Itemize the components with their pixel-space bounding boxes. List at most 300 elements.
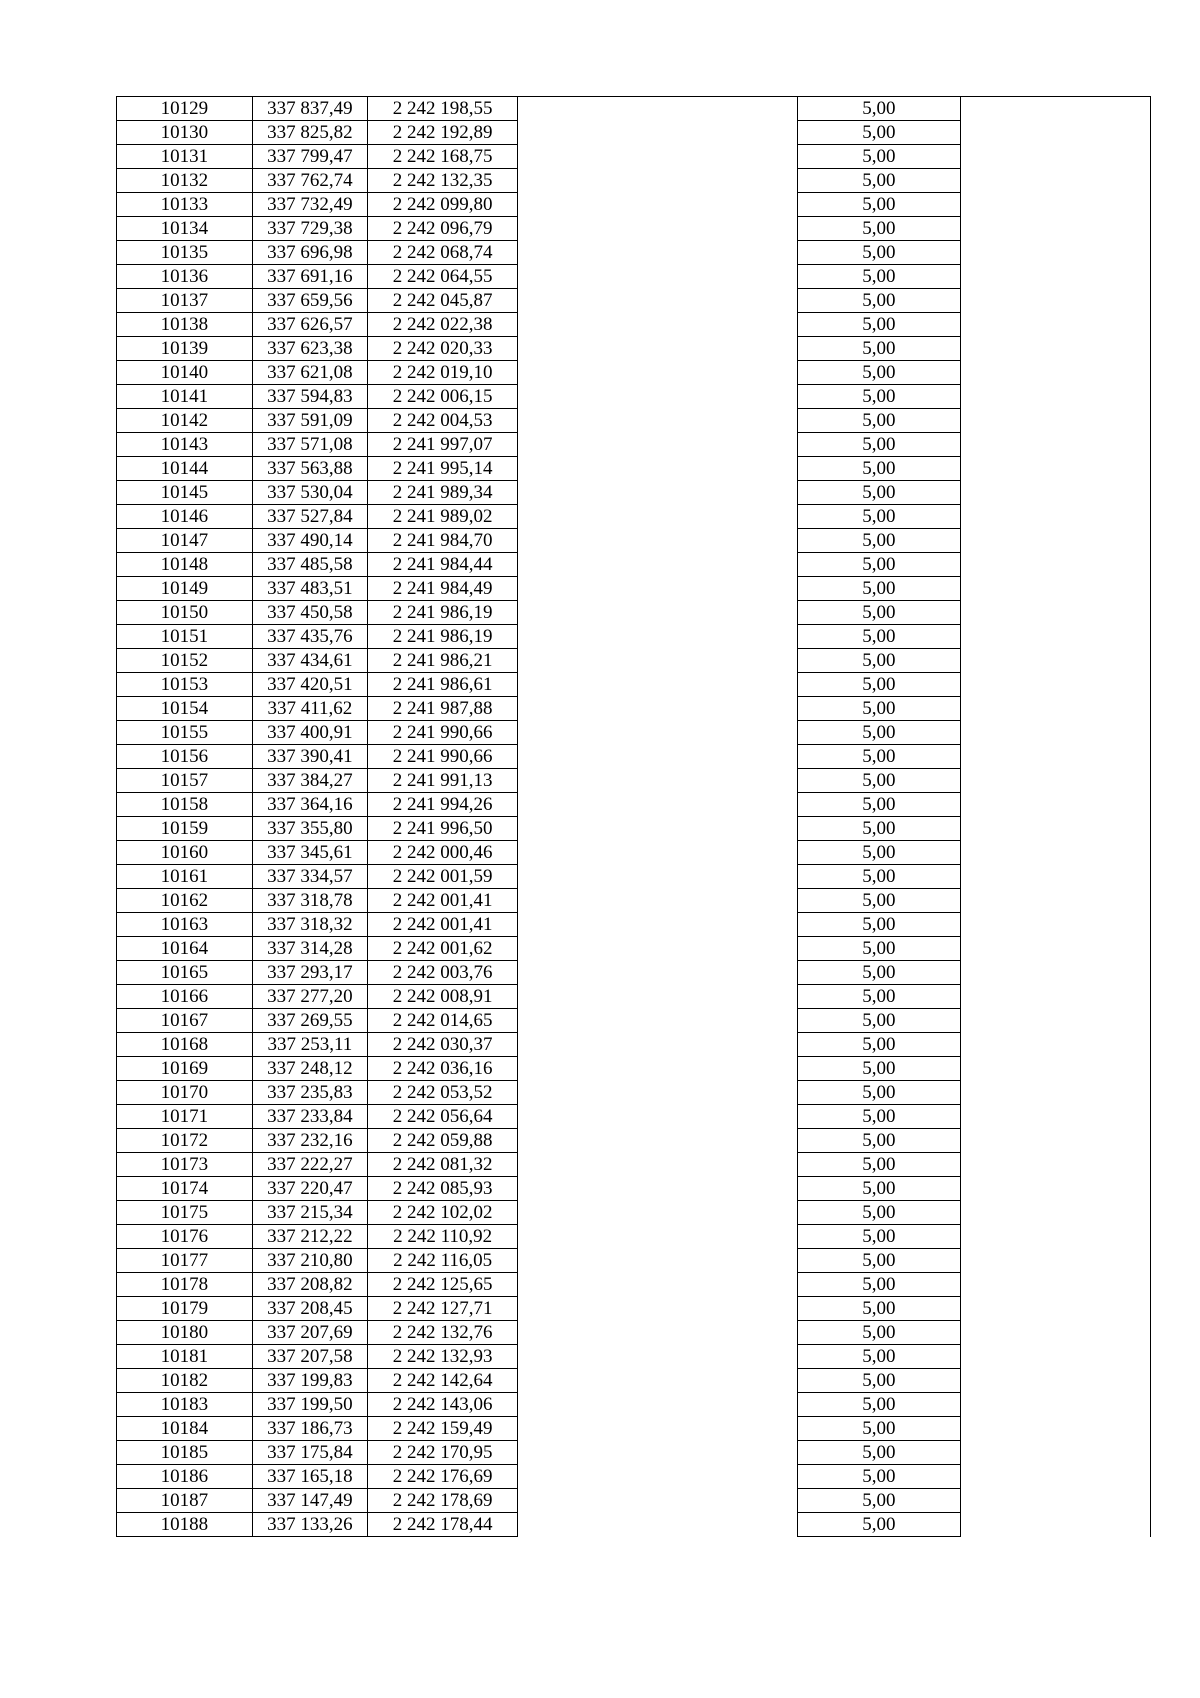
x-coordinate-cell: 337 210,80 <box>252 1249 367 1273</box>
x-coordinate-cell: 337 314,28 <box>252 937 367 961</box>
value-cell: 5,00 <box>798 1057 961 1081</box>
y-coordinate-cell: 2 242 030,37 <box>368 1033 518 1057</box>
y-coordinate-cell: 2 242 102,02 <box>368 1201 518 1225</box>
empty-cell <box>518 241 798 265</box>
x-coordinate-cell: 337 825,82 <box>252 121 367 145</box>
empty-cell <box>960 505 1150 529</box>
x-coordinate-cell: 337 208,45 <box>252 1297 367 1321</box>
point-number-cell: 10145 <box>117 481 253 505</box>
value-cell: 5,00 <box>798 121 961 145</box>
empty-cell <box>518 121 798 145</box>
value-cell: 5,00 <box>798 385 961 409</box>
value-cell: 5,00 <box>798 1081 961 1105</box>
table-row <box>117 601 1151 625</box>
point-number-cell: 10142 <box>117 409 253 433</box>
value-cell: 5,00 <box>798 745 961 769</box>
empty-cell <box>960 1297 1150 1321</box>
empty-cell <box>960 241 1150 265</box>
table-row <box>117 1297 1151 1321</box>
table-row <box>117 577 1151 601</box>
y-coordinate-cell: 2 241 997,07 <box>368 433 518 457</box>
y-coordinate-cell: 2 242 099,80 <box>368 193 518 217</box>
point-number-cell: 10162 <box>117 889 253 913</box>
point-number-cell: 10171 <box>117 1105 253 1129</box>
x-coordinate-cell: 337 732,49 <box>252 193 367 217</box>
point-number-cell: 10141 <box>117 385 253 409</box>
point-number-cell: 10133 <box>117 193 253 217</box>
point-number-cell: 10147 <box>117 529 253 553</box>
value-cell: 5,00 <box>798 1177 961 1201</box>
empty-cell <box>960 1105 1150 1129</box>
empty-cell <box>518 1009 798 1033</box>
empty-cell <box>518 361 798 385</box>
point-number-cell: 10173 <box>117 1153 253 1177</box>
point-number-cell: 10149 <box>117 577 253 601</box>
empty-cell <box>518 1153 798 1177</box>
empty-cell <box>960 361 1150 385</box>
x-coordinate-cell: 337 623,38 <box>252 337 367 361</box>
x-coordinate-cell: 337 571,08 <box>252 433 367 457</box>
value-cell: 5,00 <box>798 97 961 121</box>
y-coordinate-cell: 2 241 994,26 <box>368 793 518 817</box>
empty-cell <box>518 409 798 433</box>
empty-cell <box>960 337 1150 361</box>
table-row <box>117 1345 1151 1369</box>
table-row <box>117 769 1151 793</box>
point-number-cell: 10153 <box>117 673 253 697</box>
point-number-cell: 10135 <box>117 241 253 265</box>
table-row <box>117 817 1151 841</box>
value-cell: 5,00 <box>798 265 961 289</box>
empty-cell <box>518 865 798 889</box>
x-coordinate-cell: 337 199,50 <box>252 1393 367 1417</box>
empty-cell <box>960 841 1150 865</box>
empty-cell <box>960 1129 1150 1153</box>
point-number-cell: 10150 <box>117 601 253 625</box>
empty-cell <box>518 1417 798 1441</box>
table-row <box>117 529 1151 553</box>
x-coordinate-cell: 337 434,61 <box>252 649 367 673</box>
x-coordinate-cell: 337 222,27 <box>252 1153 367 1177</box>
empty-cell <box>960 1177 1150 1201</box>
coordinates-table <box>116 96 1151 1537</box>
table-row <box>117 481 1151 505</box>
value-cell: 5,00 <box>798 961 961 985</box>
empty-cell <box>960 1321 1150 1345</box>
x-coordinate-cell: 337 591,09 <box>252 409 367 433</box>
empty-cell <box>960 1273 1150 1297</box>
y-coordinate-cell: 2 241 991,13 <box>368 769 518 793</box>
table-row <box>117 457 1151 481</box>
point-number-cell: 10166 <box>117 985 253 1009</box>
value-cell: 5,00 <box>798 241 961 265</box>
table-row <box>117 505 1151 529</box>
table-row <box>117 265 1151 289</box>
value-cell: 5,00 <box>798 889 961 913</box>
empty-cell <box>518 1393 798 1417</box>
x-coordinate-cell: 337 248,12 <box>252 1057 367 1081</box>
value-cell: 5,00 <box>798 505 961 529</box>
empty-cell <box>960 409 1150 433</box>
empty-cell <box>960 649 1150 673</box>
y-coordinate-cell: 2 241 995,14 <box>368 457 518 481</box>
empty-cell <box>960 289 1150 313</box>
value-cell: 5,00 <box>798 337 961 361</box>
y-coordinate-cell: 2 242 127,71 <box>368 1297 518 1321</box>
y-coordinate-cell: 2 242 014,65 <box>368 1009 518 1033</box>
table-row <box>117 241 1151 265</box>
x-coordinate-cell: 337 208,82 <box>252 1273 367 1297</box>
table-row <box>117 1057 1151 1081</box>
empty-cell <box>518 601 798 625</box>
table-row <box>117 217 1151 241</box>
empty-cell <box>518 97 798 121</box>
x-coordinate-cell: 337 411,62 <box>252 697 367 721</box>
x-coordinate-cell: 337 355,80 <box>252 817 367 841</box>
empty-cell <box>960 1153 1150 1177</box>
y-coordinate-cell: 2 241 984,70 <box>368 529 518 553</box>
point-number-cell: 10161 <box>117 865 253 889</box>
empty-cell <box>960 937 1150 961</box>
point-number-cell: 10146 <box>117 505 253 529</box>
point-number-cell: 10185 <box>117 1441 253 1465</box>
empty-cell <box>960 193 1150 217</box>
x-coordinate-cell: 337 762,74 <box>252 169 367 193</box>
x-coordinate-cell: 337 527,84 <box>252 505 367 529</box>
y-coordinate-cell: 2 242 125,65 <box>368 1273 518 1297</box>
point-number-cell: 10152 <box>117 649 253 673</box>
y-coordinate-cell: 2 242 001,41 <box>368 889 518 913</box>
x-coordinate-cell: 337 384,27 <box>252 769 367 793</box>
empty-cell <box>960 1033 1150 1057</box>
empty-cell <box>518 289 798 313</box>
value-cell: 5,00 <box>798 145 961 169</box>
y-coordinate-cell: 2 242 001,59 <box>368 865 518 889</box>
empty-cell <box>960 1201 1150 1225</box>
value-cell: 5,00 <box>798 1009 961 1033</box>
point-number-cell: 10134 <box>117 217 253 241</box>
x-coordinate-cell: 337 186,73 <box>252 1417 367 1441</box>
empty-cell <box>518 145 798 169</box>
y-coordinate-cell: 2 242 004,53 <box>368 409 518 433</box>
empty-cell <box>960 745 1150 769</box>
x-coordinate-cell: 337 837,49 <box>252 97 367 121</box>
point-number-cell: 10176 <box>117 1225 253 1249</box>
table-row <box>117 433 1151 457</box>
empty-cell <box>960 793 1150 817</box>
y-coordinate-cell: 2 242 003,76 <box>368 961 518 985</box>
table-row <box>117 721 1151 745</box>
value-cell: 5,00 <box>798 481 961 505</box>
empty-cell <box>518 481 798 505</box>
table-row <box>117 961 1151 985</box>
y-coordinate-cell: 2 241 986,19 <box>368 601 518 625</box>
point-number-cell: 10174 <box>117 1177 253 1201</box>
y-coordinate-cell: 2 241 984,44 <box>368 553 518 577</box>
table-row <box>117 553 1151 577</box>
empty-cell <box>518 217 798 241</box>
table-row <box>117 1177 1151 1201</box>
table-row <box>117 361 1151 385</box>
table-row <box>117 169 1151 193</box>
empty-cell <box>960 529 1150 553</box>
x-coordinate-cell: 337 390,41 <box>252 745 367 769</box>
table-row <box>117 1129 1151 1153</box>
table-row <box>117 1417 1151 1441</box>
x-coordinate-cell: 337 799,47 <box>252 145 367 169</box>
table-row <box>117 625 1151 649</box>
empty-cell <box>518 1297 798 1321</box>
table-row <box>117 1081 1151 1105</box>
empty-cell <box>960 145 1150 169</box>
table-row <box>117 841 1151 865</box>
y-coordinate-cell: 2 242 096,79 <box>368 217 518 241</box>
empty-cell <box>518 889 798 913</box>
x-coordinate-cell: 337 490,14 <box>252 529 367 553</box>
empty-cell <box>518 1489 798 1513</box>
value-cell: 5,00 <box>798 193 961 217</box>
x-coordinate-cell: 337 345,61 <box>252 841 367 865</box>
empty-cell <box>518 265 798 289</box>
x-coordinate-cell: 337 293,17 <box>252 961 367 985</box>
x-coordinate-cell: 337 621,08 <box>252 361 367 385</box>
point-number-cell: 10160 <box>117 841 253 865</box>
value-cell: 5,00 <box>798 817 961 841</box>
table-row <box>117 1513 1151 1537</box>
empty-cell <box>960 865 1150 889</box>
x-coordinate-cell: 337 435,76 <box>252 625 367 649</box>
x-coordinate-cell: 337 334,57 <box>252 865 367 889</box>
point-number-cell: 10168 <box>117 1033 253 1057</box>
y-coordinate-cell: 2 242 001,62 <box>368 937 518 961</box>
empty-cell <box>960 217 1150 241</box>
coordinates-table-body <box>117 97 1151 1537</box>
point-number-cell: 10139 <box>117 337 253 361</box>
y-coordinate-cell: 2 241 986,61 <box>368 673 518 697</box>
empty-cell <box>518 625 798 649</box>
table-row <box>117 865 1151 889</box>
empty-cell <box>518 913 798 937</box>
empty-cell <box>960 625 1150 649</box>
empty-cell <box>960 889 1150 913</box>
value-cell: 5,00 <box>798 697 961 721</box>
point-number-cell: 10169 <box>117 1057 253 1081</box>
empty-cell <box>518 193 798 217</box>
empty-cell <box>960 985 1150 1009</box>
table-row <box>117 913 1151 937</box>
x-coordinate-cell: 337 269,55 <box>252 1009 367 1033</box>
table-row <box>117 289 1151 313</box>
y-coordinate-cell: 2 242 132,35 <box>368 169 518 193</box>
empty-cell <box>518 745 798 769</box>
value-cell: 5,00 <box>798 769 961 793</box>
table-row <box>117 193 1151 217</box>
x-coordinate-cell: 337 400,91 <box>252 721 367 745</box>
y-coordinate-cell: 2 242 132,93 <box>368 1345 518 1369</box>
x-coordinate-cell: 337 207,58 <box>252 1345 367 1369</box>
point-number-cell: 10170 <box>117 1081 253 1105</box>
x-coordinate-cell: 337 691,16 <box>252 265 367 289</box>
x-coordinate-cell: 337 696,98 <box>252 241 367 265</box>
y-coordinate-cell: 2 242 159,49 <box>368 1417 518 1441</box>
point-number-cell: 10131 <box>117 145 253 169</box>
empty-cell <box>518 1249 798 1273</box>
point-number-cell: 10156 <box>117 745 253 769</box>
table-row <box>117 1201 1151 1225</box>
x-coordinate-cell: 337 199,83 <box>252 1369 367 1393</box>
table-row <box>117 385 1151 409</box>
empty-cell <box>518 985 798 1009</box>
value-cell: 5,00 <box>798 457 961 481</box>
table-row <box>117 673 1151 697</box>
empty-cell <box>960 169 1150 193</box>
empty-cell <box>518 721 798 745</box>
value-cell: 5,00 <box>798 1033 961 1057</box>
x-coordinate-cell: 337 235,83 <box>252 1081 367 1105</box>
point-number-cell: 10144 <box>117 457 253 481</box>
y-coordinate-cell: 2 242 178,69 <box>368 1489 518 1513</box>
x-coordinate-cell: 337 220,47 <box>252 1177 367 1201</box>
empty-cell <box>960 385 1150 409</box>
value-cell: 5,00 <box>798 865 961 889</box>
table-row <box>117 337 1151 361</box>
value-cell: 5,00 <box>798 1321 961 1345</box>
y-coordinate-cell: 2 242 143,06 <box>368 1393 518 1417</box>
empty-cell <box>518 697 798 721</box>
empty-cell <box>960 673 1150 697</box>
y-coordinate-cell: 2 242 001,41 <box>368 913 518 937</box>
point-number-cell: 10179 <box>117 1297 253 1321</box>
empty-cell <box>518 1441 798 1465</box>
value-cell: 5,00 <box>798 841 961 865</box>
value-cell: 5,00 <box>798 793 961 817</box>
y-coordinate-cell: 2 242 178,44 <box>368 1513 518 1537</box>
x-coordinate-cell: 337 318,32 <box>252 913 367 937</box>
table-row <box>117 97 1151 121</box>
x-coordinate-cell: 337 485,58 <box>252 553 367 577</box>
x-coordinate-cell: 337 729,38 <box>252 217 367 241</box>
value-cell: 5,00 <box>798 361 961 385</box>
point-number-cell: 10182 <box>117 1369 253 1393</box>
empty-cell <box>960 721 1150 745</box>
value-cell: 5,00 <box>798 1249 961 1273</box>
x-coordinate-cell: 337 175,84 <box>252 1441 367 1465</box>
table-row <box>117 1033 1151 1057</box>
y-coordinate-cell: 2 241 989,34 <box>368 481 518 505</box>
y-coordinate-cell: 2 242 142,64 <box>368 1369 518 1393</box>
empty-cell <box>960 577 1150 601</box>
x-coordinate-cell: 337 165,18 <box>252 1465 367 1489</box>
y-coordinate-cell: 2 241 990,66 <box>368 721 518 745</box>
point-number-cell: 10129 <box>117 97 253 121</box>
y-coordinate-cell: 2 241 984,49 <box>368 577 518 601</box>
empty-cell <box>518 1201 798 1225</box>
point-number-cell: 10178 <box>117 1273 253 1297</box>
y-coordinate-cell: 2 242 081,32 <box>368 1153 518 1177</box>
y-coordinate-cell: 2 242 176,69 <box>368 1465 518 1489</box>
y-coordinate-cell: 2 241 990,66 <box>368 745 518 769</box>
empty-cell <box>960 817 1150 841</box>
empty-cell <box>518 673 798 697</box>
y-coordinate-cell: 2 242 064,55 <box>368 265 518 289</box>
empty-cell <box>960 697 1150 721</box>
y-coordinate-cell: 2 242 053,52 <box>368 1081 518 1105</box>
empty-cell <box>960 1441 1150 1465</box>
y-coordinate-cell: 2 242 198,55 <box>368 97 518 121</box>
table-row <box>117 985 1151 1009</box>
empty-cell <box>960 1417 1150 1441</box>
empty-cell <box>960 481 1150 505</box>
value-cell: 5,00 <box>798 433 961 457</box>
x-coordinate-cell: 337 233,84 <box>252 1105 367 1129</box>
empty-cell <box>518 937 798 961</box>
table-row <box>117 1489 1151 1513</box>
empty-cell <box>960 1057 1150 1081</box>
empty-cell <box>518 769 798 793</box>
point-number-cell: 10167 <box>117 1009 253 1033</box>
empty-cell <box>518 1321 798 1345</box>
table-row <box>117 145 1151 169</box>
y-coordinate-cell: 2 242 170,95 <box>368 1441 518 1465</box>
y-coordinate-cell: 2 242 132,76 <box>368 1321 518 1345</box>
value-cell: 5,00 <box>798 409 961 433</box>
table-row <box>117 313 1151 337</box>
table-row <box>117 1009 1151 1033</box>
value-cell: 5,00 <box>798 1105 961 1129</box>
empty-cell <box>518 961 798 985</box>
empty-cell <box>518 577 798 601</box>
point-number-cell: 10180 <box>117 1321 253 1345</box>
y-coordinate-cell: 2 242 045,87 <box>368 289 518 313</box>
x-coordinate-cell: 337 483,51 <box>252 577 367 601</box>
y-coordinate-cell: 2 242 068,74 <box>368 241 518 265</box>
point-number-cell: 10138 <box>117 313 253 337</box>
x-coordinate-cell: 337 594,83 <box>252 385 367 409</box>
point-number-cell: 10140 <box>117 361 253 385</box>
point-number-cell: 10148 <box>117 553 253 577</box>
table-row <box>117 1465 1151 1489</box>
y-coordinate-cell: 2 242 085,93 <box>368 1177 518 1201</box>
empty-cell <box>518 1057 798 1081</box>
value-cell: 5,00 <box>798 1345 961 1369</box>
value-cell: 5,00 <box>798 625 961 649</box>
point-number-cell: 10137 <box>117 289 253 313</box>
x-coordinate-cell: 337 215,34 <box>252 1201 367 1225</box>
table-row <box>117 1369 1151 1393</box>
empty-cell <box>518 457 798 481</box>
empty-cell <box>518 793 798 817</box>
value-cell: 5,00 <box>798 1297 961 1321</box>
value-cell: 5,00 <box>798 937 961 961</box>
table-row <box>117 1321 1151 1345</box>
empty-cell <box>960 1345 1150 1369</box>
point-number-cell: 10184 <box>117 1417 253 1441</box>
y-coordinate-cell: 2 242 059,88 <box>368 1129 518 1153</box>
empty-cell <box>518 1033 798 1057</box>
empty-cell <box>960 1009 1150 1033</box>
empty-cell <box>960 97 1150 121</box>
empty-cell <box>960 601 1150 625</box>
point-number-cell: 10163 <box>117 913 253 937</box>
y-coordinate-cell: 2 242 192,89 <box>368 121 518 145</box>
empty-cell <box>518 1177 798 1201</box>
empty-cell <box>518 169 798 193</box>
empty-cell <box>518 529 798 553</box>
table-row <box>117 1225 1151 1249</box>
table-row <box>117 1441 1151 1465</box>
x-coordinate-cell: 337 659,56 <box>252 289 367 313</box>
point-number-cell: 10175 <box>117 1201 253 1225</box>
